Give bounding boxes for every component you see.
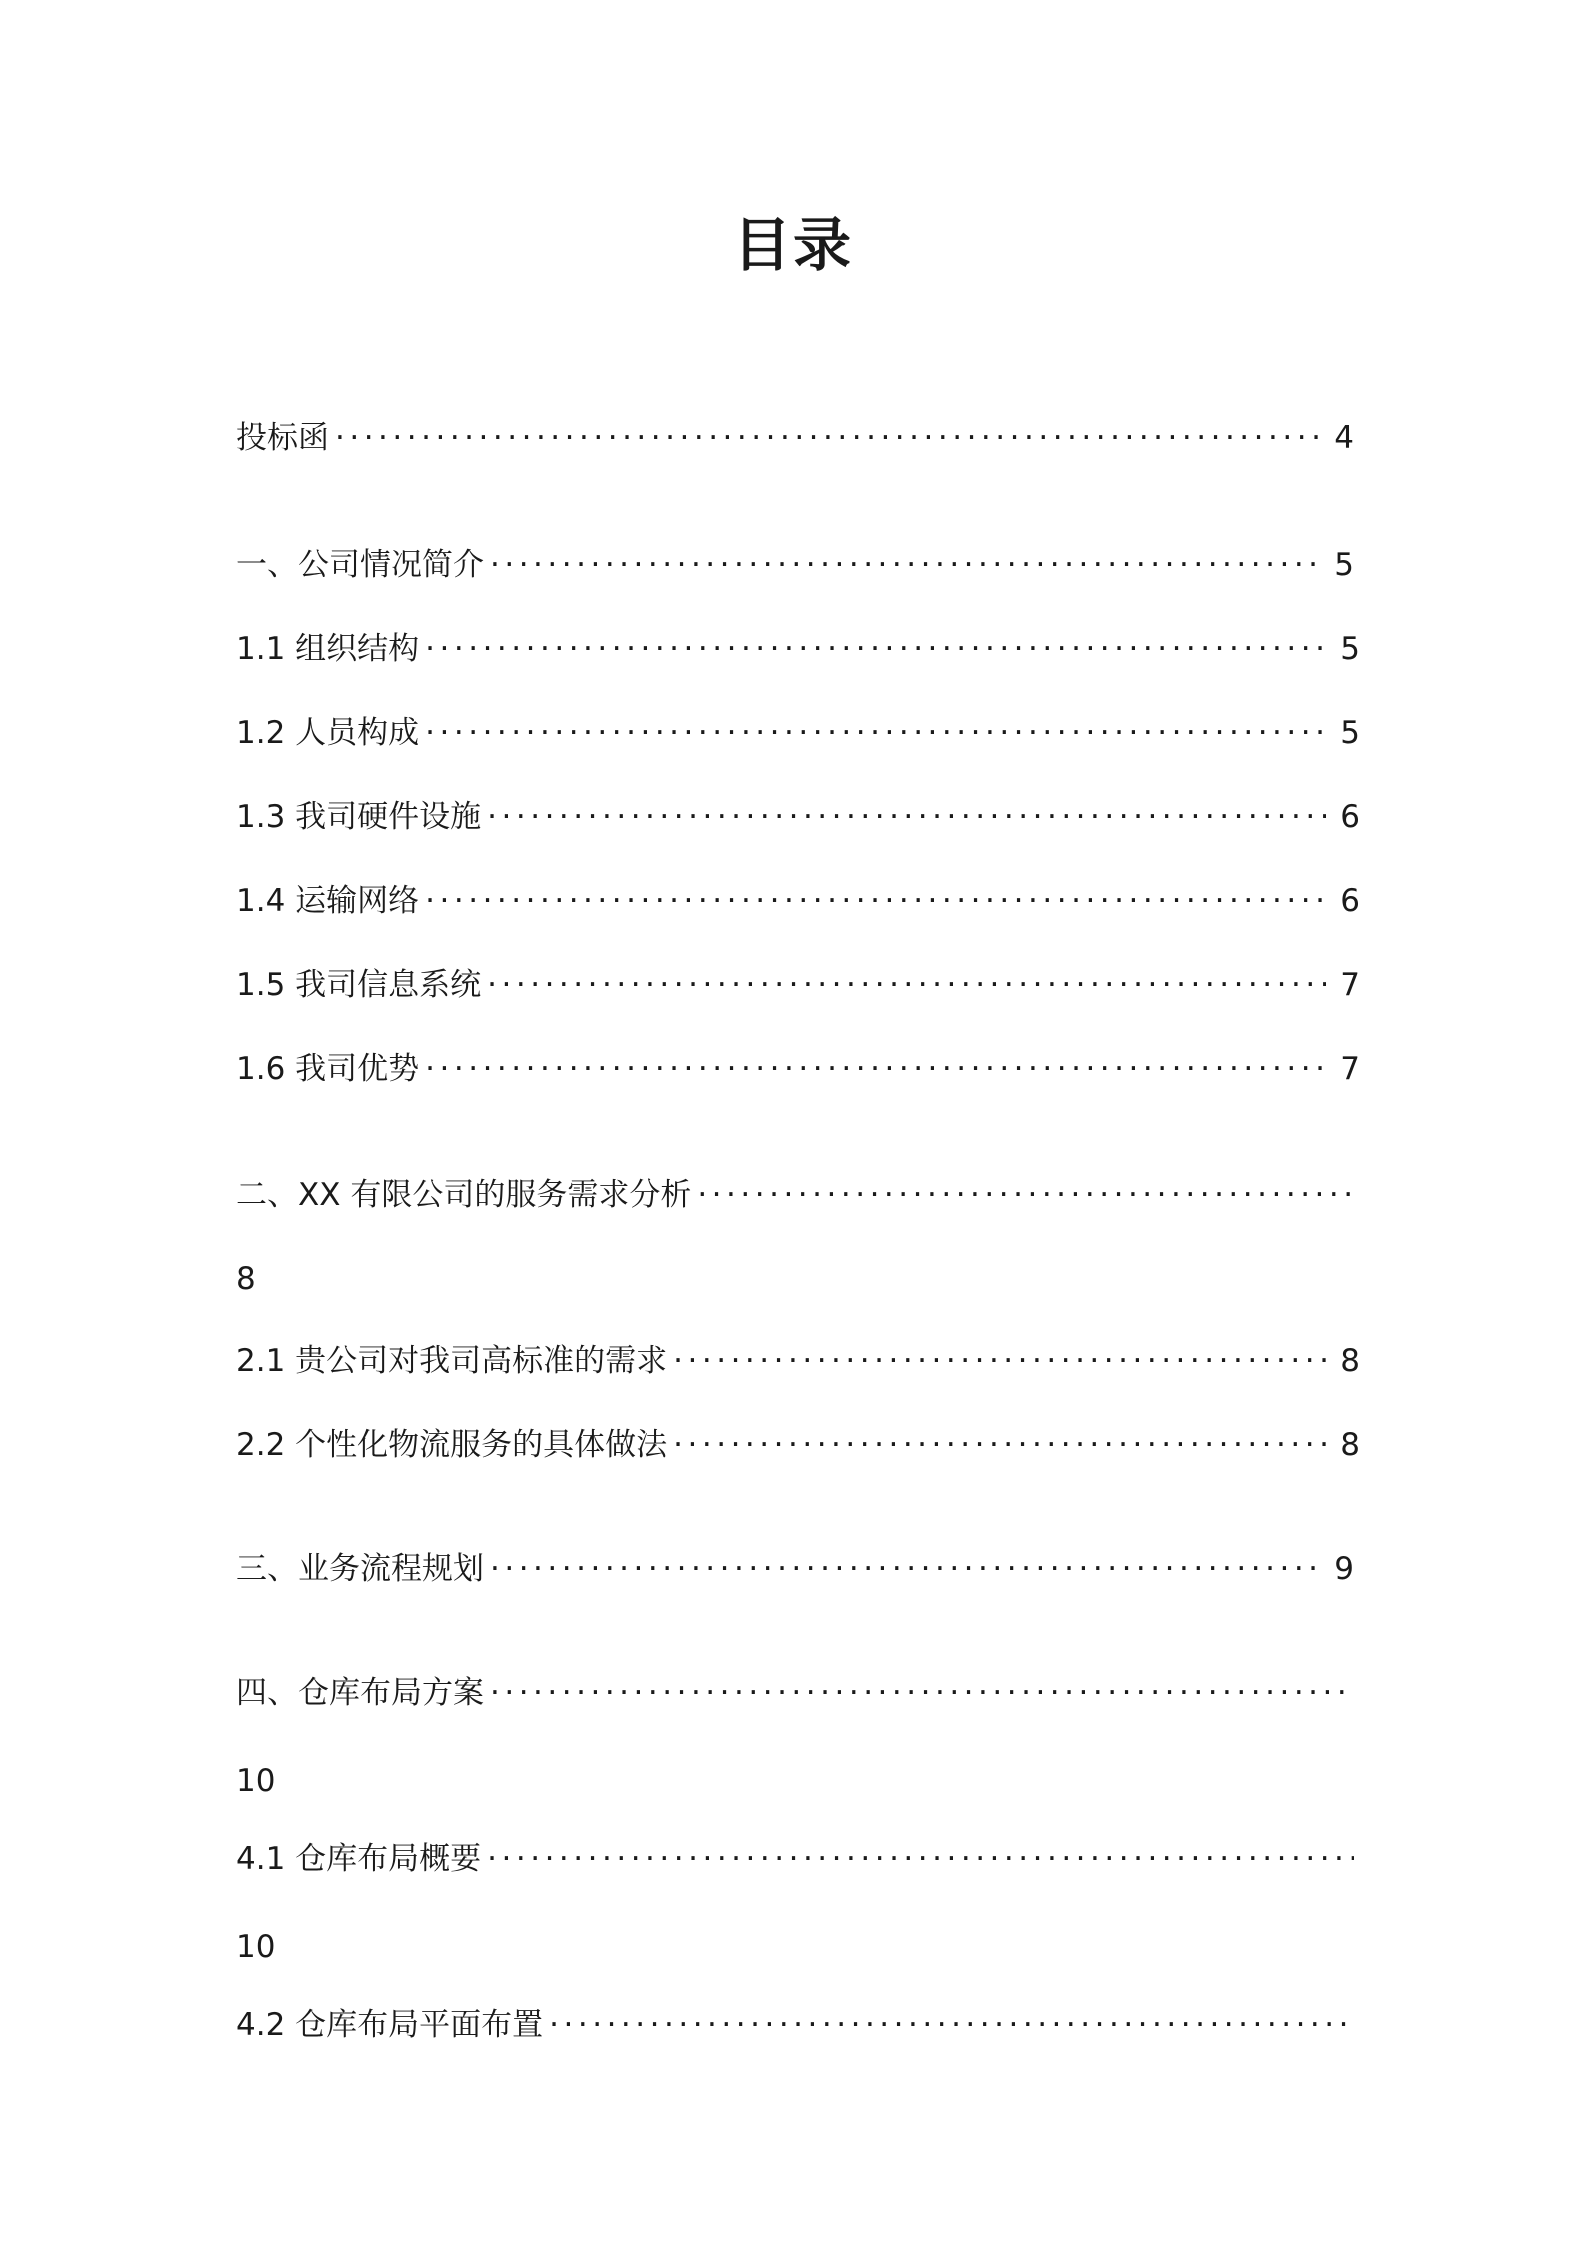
toc-entry-page: 8 (1340, 1343, 1360, 1379)
toc-entry-label: 2.2 个性化物流服务的具体做法 (236, 1427, 668, 1463)
toc-entry-label: 二、XX 有限公司的服务需求分析 (236, 1177, 692, 1213)
toc-leader-dots (481, 1834, 1354, 1884)
toc-entry-page: 6 (1340, 799, 1360, 835)
toc-leader-dots (419, 708, 1326, 758)
toc-entry-label: 4.1 仓库布局概要 (236, 1841, 482, 1877)
toc-entry[interactable] (236, 1170, 1354, 1220)
toc-entry-page: 8 (236, 1261, 256, 1297)
toc-entry[interactable] (236, 624, 1360, 674)
toc-leader-dots (419, 624, 1326, 674)
toc-entry[interactable] (236, 960, 1360, 1010)
page-title: 目录 (732, 211, 853, 279)
toc-entry-page: 9 (1334, 1551, 1354, 1587)
toc-entry-label: 三、业务流程规划 (236, 1551, 484, 1587)
toc-entry[interactable] (236, 792, 1360, 842)
toc-leader-dots (484, 540, 1320, 590)
toc-entry[interactable] (236, 1834, 1354, 1884)
toc-entry[interactable] (236, 1336, 1360, 1386)
toc-entry[interactable] (236, 1668, 1354, 1718)
toc-entry-page: 7 (1340, 967, 1360, 1003)
toc-entry-label: 2.1 贵公司对我司高标准的需求 (236, 1343, 668, 1379)
toc-entry-label: 1.3 我司硬件设施 (236, 799, 482, 835)
toc-entry-label: 1.6 我司优势 (236, 1051, 420, 1087)
toc-entry-page: 4 (1334, 420, 1354, 456)
toc-entry-page: 5 (1334, 547, 1354, 583)
toc-leader-dots (419, 876, 1326, 926)
toc-entry-page: 10 (236, 1763, 276, 1799)
toc-entry-label: 1.4 运输网络 (236, 883, 420, 919)
toc-entry-page: 5 (1340, 631, 1360, 667)
toc-entry-page: 8 (1340, 1427, 1360, 1463)
toc-leader-dots (481, 960, 1326, 1010)
toc-leader-dots (667, 1336, 1326, 1386)
toc-entry-page: 7 (1340, 1051, 1360, 1087)
toc-leader-dots (329, 413, 1320, 463)
toc-leader-dots (543, 2000, 1354, 2050)
toc-entry-page: 6 (1340, 883, 1360, 919)
toc-entry[interactable] (236, 413, 1354, 463)
toc-entry-label: 四、仓库布局方案 (236, 1675, 484, 1711)
toc-entry[interactable] (236, 876, 1360, 926)
toc-leader-dots (484, 1544, 1320, 1594)
toc-entry-label: 1.5 我司信息系统 (236, 967, 482, 1003)
toc-leader-dots (667, 1420, 1326, 1470)
toc-entry-label: 4.2 仓库布局平面布置 (236, 2007, 544, 2043)
toc-leader-dots (481, 792, 1326, 842)
toc-entry[interactable] (236, 1044, 1360, 1094)
toc-entry-label: 1.1 组织结构 (236, 631, 420, 667)
toc-entry[interactable] (236, 2000, 1354, 2050)
toc-entry-label: 投标函 (236, 420, 329, 456)
toc-leader-dots (419, 1044, 1326, 1094)
toc-entry[interactable] (236, 1420, 1360, 1470)
toc-entry-label: 1.2 人员构成 (236, 715, 420, 751)
toc-entry[interactable] (236, 708, 1360, 758)
toc-entry-page: 10 (236, 1929, 276, 1965)
toc-leader-dots (691, 1170, 1354, 1220)
toc-entry[interactable] (236, 1544, 1354, 1594)
toc-entry-label: 一、公司情况简介 (236, 547, 484, 583)
toc-entry[interactable] (236, 540, 1354, 590)
toc-leader-dots (484, 1668, 1354, 1718)
toc-entry-page: 5 (1340, 715, 1360, 751)
